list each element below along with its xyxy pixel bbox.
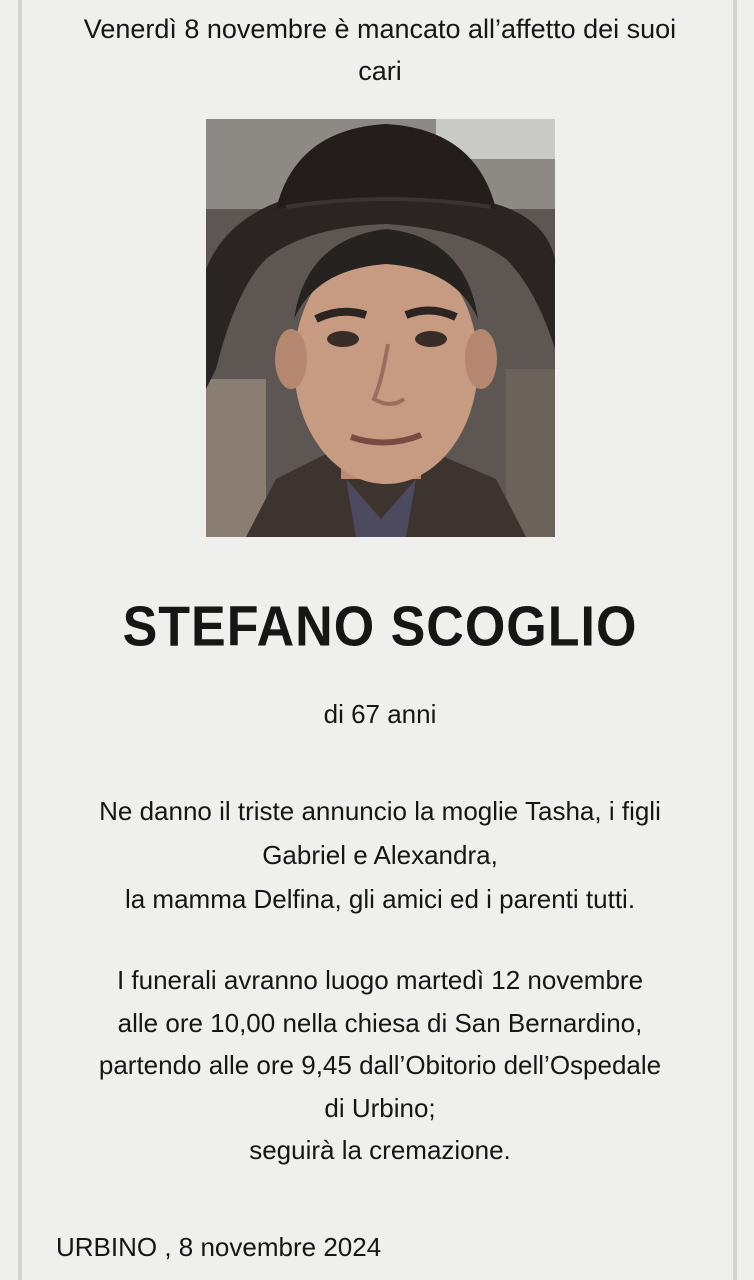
intro-text: Venerdì 8 novembre è mancato all’affetto dei suoi cari [83, 14, 677, 86]
announcement-line: Ne danno il triste annuncio la moglie Tasha, i figli [99, 796, 661, 826]
right-border [733, 0, 737, 1280]
left-border [18, 0, 22, 1280]
announcement-paragraph [40, 789, 720, 921]
dateline: URBINO , 8 novembre 2024 [56, 1232, 382, 1262]
portrait-photo [206, 119, 555, 537]
deceased-name: STEFANO SCOGLIO [122, 595, 638, 659]
portrait-image [206, 119, 555, 537]
funeral-line: I funerali avranno luogo martedì 12 novembre [116, 965, 644, 995]
announcement-line: Gabriel e Alexandra, [262, 840, 498, 870]
funeral-line: seguirà la cremazione. [249, 1135, 511, 1165]
funeral-line: alle ore 10,00 nella chiesa di San Bernardino, [117, 1007, 643, 1038]
funeral-line: partendo alle ore 9,45 dall’Obitorio dell’Ospedale [98, 1050, 662, 1080]
announcement-line: la mamma Delfina, gli amici ed i parenti tutti. [124, 884, 636, 914]
funeral-line: di Urbino; [324, 1092, 436, 1123]
funeral-paragraph [40, 959, 720, 1172]
age-text: di 67 anni [323, 699, 437, 729]
